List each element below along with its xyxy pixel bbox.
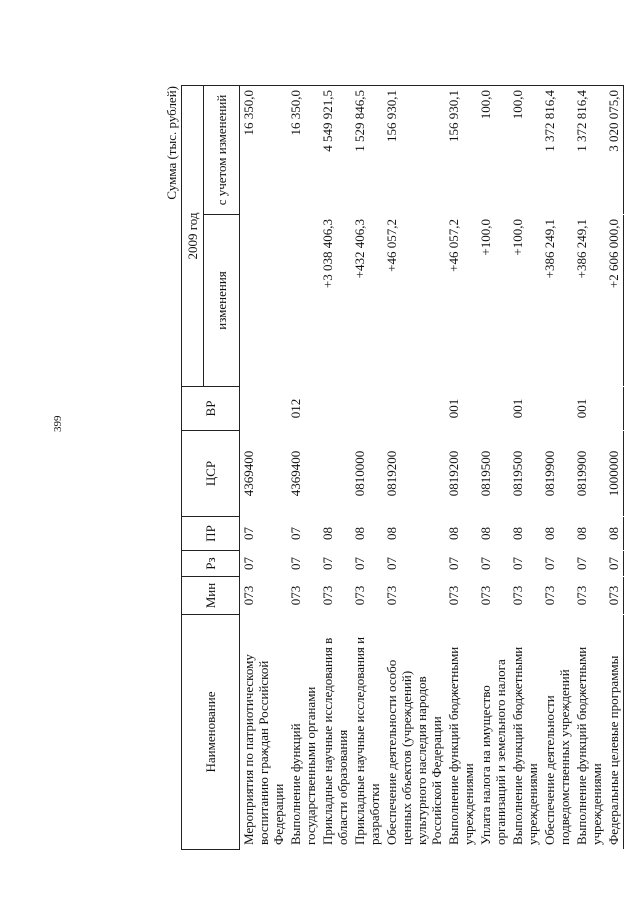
row-change: +3 038 406,3 <box>320 219 335 289</box>
row-rz: 07 <box>352 557 367 570</box>
row-rz: 07 <box>510 557 525 570</box>
header-changes: изменения <box>204 215 240 387</box>
row-csr: 0819200 <box>446 450 461 497</box>
row-min: 073 <box>352 585 367 606</box>
row-name: Обеспечение деятельности подведомственных учреждений <box>542 669 572 845</box>
row-name: Мероприятия по патриотическому воспитанию граждан Российской Федерации <box>241 654 286 845</box>
row-csr: 1000000 <box>606 450 621 497</box>
page-number: 399 <box>52 415 64 432</box>
row-min: 073 <box>384 585 399 606</box>
row-name: Уплата налога на имущество организаций и земельного налога <box>478 659 508 845</box>
row-min: 073 <box>606 585 621 606</box>
row-pr: 08 <box>542 527 557 540</box>
row-vr <box>605 387 624 431</box>
row-name: Выполнение функций государственными органами <box>288 686 318 845</box>
row-pr: 08 <box>574 527 589 540</box>
table-caption: Сумма (тыс. рублей) <box>164 86 179 200</box>
row-rz: 07 <box>542 557 557 570</box>
row-change: +386 249,1 <box>574 219 589 279</box>
row-csr: 0819500 <box>510 450 525 497</box>
row-vr <box>383 387 445 431</box>
row-name: Прикладные научные исследования и разработки <box>352 636 382 845</box>
row-total: 156 930,1 <box>446 90 461 142</box>
row-rz: 07 <box>478 557 493 570</box>
header-min: Мин <box>182 577 240 615</box>
header-csr: ЦСР <box>182 431 240 517</box>
row-pr: 08 <box>320 527 335 540</box>
row-rz: 07 <box>574 557 589 570</box>
row-min: 073 <box>320 585 335 606</box>
row-change: +386 249,1 <box>542 219 557 279</box>
row-pr: 07 <box>241 527 256 540</box>
row-csr: 4369400 <box>288 450 303 497</box>
row-name: Выполнение функций бюджетными учреждениями <box>574 646 604 845</box>
row-change <box>240 215 288 387</box>
row-vr: 001 <box>446 398 461 419</box>
row-min: 073 <box>574 585 589 606</box>
row-min: 073 <box>510 585 525 606</box>
row-csr: 4369400 <box>241 450 256 497</box>
row-csr: 0819200 <box>384 450 399 497</box>
row-change: +46 057,2 <box>384 219 399 272</box>
header-name: Наименование <box>182 615 240 850</box>
row-min: 073 <box>241 585 256 606</box>
row-pr: 08 <box>510 527 525 540</box>
row-rz: 07 <box>606 557 621 570</box>
row-change: +46 057,2 <box>446 219 461 272</box>
row-min: 073 <box>542 585 557 606</box>
row-vr <box>240 387 288 431</box>
row-min: 073 <box>478 585 493 606</box>
row-total: 100,0 <box>478 90 493 120</box>
row-pr: 08 <box>384 527 399 540</box>
row-min: 073 <box>288 585 303 606</box>
table-row <box>319 86 351 850</box>
row-rz: 07 <box>288 557 303 570</box>
table-row <box>445 86 477 850</box>
row-total: 1 372 816,4 <box>574 90 589 152</box>
table-row <box>477 86 509 850</box>
row-pr: 08 <box>606 527 621 540</box>
table-row <box>383 86 445 850</box>
row-total: 1 372 816,4 <box>542 90 557 152</box>
row-rz: 07 <box>241 557 256 570</box>
table-row <box>287 86 319 850</box>
row-name: Выполнение функций бюджетными учреждениями <box>510 646 540 845</box>
row-name: Выполнение функций бюджетными учреждениями <box>446 646 476 845</box>
row-total: 156 930,1 <box>384 90 399 142</box>
row-vr <box>477 387 509 431</box>
row-min: 073 <box>446 585 461 606</box>
row-total: 16 350,0 <box>288 90 303 136</box>
budget-table-sheet <box>164 86 621 850</box>
row-pr: 08 <box>352 527 367 540</box>
table-row <box>605 86 624 850</box>
row-name: Прикладные научные исследования в области образования <box>320 637 350 845</box>
row-rz: 07 <box>446 557 461 570</box>
row-vr: 001 <box>574 398 589 419</box>
table-row <box>573 86 605 850</box>
row-rz: 07 <box>384 557 399 570</box>
table-row <box>541 86 573 850</box>
row-total: 100,0 <box>510 90 525 120</box>
header-year: 2009 год <box>182 86 204 387</box>
row-total: 16 350,0 <box>241 90 256 136</box>
row-csr: 0819900 <box>542 450 557 497</box>
header-rz: Рз <box>182 551 240 577</box>
row-vr <box>319 387 351 431</box>
row-vr: 012 <box>288 398 303 419</box>
header-pr: ПР <box>182 517 240 551</box>
row-vr <box>541 387 573 431</box>
row-total: 3 020 075,0 <box>606 90 621 152</box>
header-vr: ВР <box>182 387 240 431</box>
table-row <box>509 86 541 850</box>
row-change: +2 606 000,0 <box>606 219 621 289</box>
row-pr: 08 <box>446 527 461 540</box>
row-change: +100,0 <box>510 219 525 256</box>
row-name: Федеральные целевые программы <box>606 655 621 845</box>
table-row <box>351 86 383 850</box>
row-rz: 07 <box>320 557 335 570</box>
table-row <box>240 86 288 850</box>
row-total: 4 549 921,5 <box>320 90 335 152</box>
row-name: Обеспечение деятельности особо ценных объектов (учреждений) культурного наследия народов Российской Федерации <box>384 659 444 845</box>
header-with-changes: с учетом изменений <box>204 86 240 215</box>
row-change: +100,0 <box>478 219 493 256</box>
row-pr: 08 <box>478 527 493 540</box>
row-vr <box>351 387 383 431</box>
row-total: 1 529 846,5 <box>352 90 367 152</box>
row-vr: 001 <box>510 398 525 419</box>
row-csr: 0810000 <box>352 450 367 497</box>
row-change: +432 406,3 <box>352 219 367 279</box>
row-change <box>287 215 319 387</box>
row-csr: 0819500 <box>478 450 493 497</box>
row-pr: 07 <box>288 527 303 540</box>
budget-table <box>181 85 624 850</box>
row-csr <box>319 431 351 517</box>
row-csr: 0819900 <box>574 450 589 497</box>
